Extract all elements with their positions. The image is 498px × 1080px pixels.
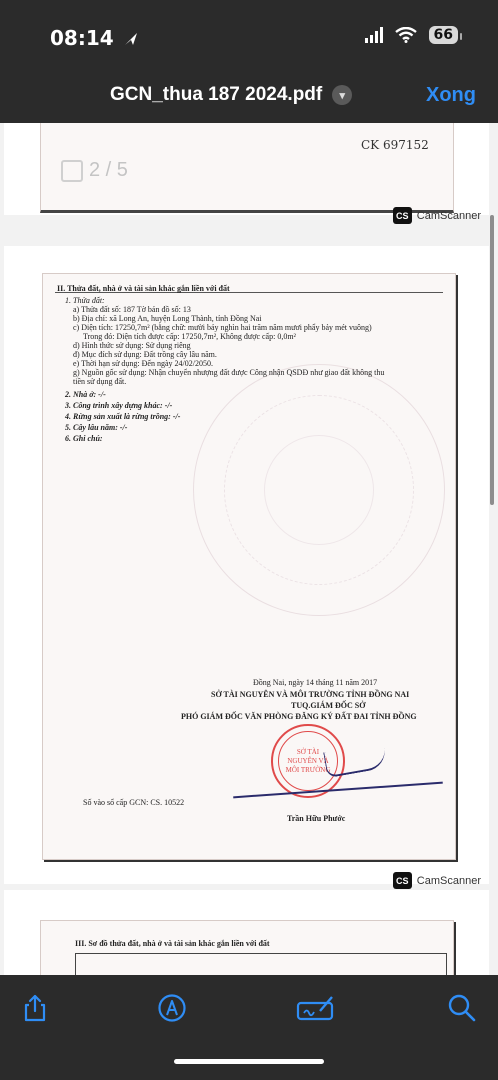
camscanner-logo-icon: CS [393,872,412,889]
done-button[interactable]: Xong [426,84,476,106]
certificate-line: Trong đó: Diện tích được cấp: 17250,7m², Không được cấp: 0,0m² [83,332,296,341]
document-title[interactable] [110,84,352,106]
markup-icon [157,993,187,1023]
org-position: PHÓ GIÁM ĐỐC VĂN PHÒNG ĐĂNG KÝ ĐẤT ĐAI TỈNH ĐỒNG [181,712,417,721]
search-icon [447,993,477,1023]
map-frame [75,953,447,975]
status-time-text: 08:14 [50,26,114,50]
certificate-line: II. Thửa đất, nhà ở và tài sản khác gắn liền với đất [57,284,230,293]
document-title-text: GCN_thua 187 2024.pdf [110,84,323,105]
signature-stroke [233,782,443,799]
status-icons [365,26,458,44]
certificate-line: c) Diện tích: 17250,7m² (bằng chữ: mười bảy nghìn hai trăm năm mươi phẩy bảy mét vuông) [73,323,372,332]
pdf-viewer[interactable] [0,123,498,975]
certificate-line: e) Thời hạn sử dụng: Đến ngày 24/02/2050. [73,359,213,368]
section-heading: III. Sơ đồ thửa đất, nhà ở và tài sản khác gắn liền với đất [75,939,270,948]
certificate-line: d) Hình thức sử dụng: Sử dụng riêng [73,341,191,350]
share-icon [20,993,50,1023]
certificate-line: b) Địa chỉ: xã Long An, huyện Long Thành, tỉnh Đồng Nai [73,314,262,323]
certificate-line: g) Nguồn gốc sử dụng: Nhận chuyển nhượng đất được Công nhận QSDĐ như giao đất không thu [73,368,385,377]
org-name: SỞ TÀI NGUYÊN VÀ MÔI TRƯỜNG TỈNH ĐỒNG NAI [211,690,410,699]
bottom-toolbar [0,975,498,1080]
camscanner-watermark: CS CamScanner [393,872,481,889]
certificate-line: a) Thửa đất số: 187 Tờ bản đồ số: 13 [73,305,191,314]
top-bar [0,0,498,123]
share-button[interactable] [20,993,50,1023]
page-box-icon [61,160,83,182]
chevron-down-icon[interactable]: ▾ [332,85,352,105]
scanned-certificate-page [42,273,456,860]
serial-number: CK 697152 [361,138,429,152]
certificate-line: 3. Công trình xây dựng khác: -/- [65,401,173,410]
org-delegation: TUQ.GIÁM ĐỐC SỞ [291,701,366,710]
scanned-page-image [40,123,454,213]
certificate-line: đ) Mục đích sử dụng: Đất trồng cây lâu năm. [73,350,217,359]
pdf-page-1 [4,123,489,222]
battery-indicator: 66 [429,26,458,44]
pdf-page-3 [4,890,489,975]
pdf-page-2 [4,246,489,887]
camscanner-watermark: CS CamScanner [393,207,481,224]
signature-button[interactable] [296,993,336,1023]
certificate-line: 2. Nhà ở: -/- [65,390,106,399]
status-time [50,26,139,50]
markup-button[interactable] [157,993,187,1023]
page-indicator: 2 / 5 [61,159,128,182]
certificate-line: tiền sử dụng đất. [73,377,127,386]
date-line: Đồng Nai, ngày 14 tháng 11 năm 2017 [253,678,378,687]
certificate-line: 4. Rừng sản xuất là rừng trồng: -/- [65,412,181,421]
scanned-page-image [40,920,454,975]
background-emblem [193,364,445,616]
location-arrow-icon [123,31,139,47]
signer-name: Trần Hữu Phước [287,814,346,823]
search-button[interactable] [447,993,477,1023]
certificate-number: Số vào sổ cấp GCN: CS. 10522 [83,798,185,807]
scrollbar[interactable] [490,215,494,505]
certificate-line: 1. Thửa đất: [65,296,105,305]
official-stamp: SỞ TÀI NGUYÊN VÀ MÔI TRƯỜNG [271,724,345,798]
cellular-signal-icon [365,27,383,43]
camscanner-logo-icon: CS [393,207,412,224]
home-indicator[interactable] [174,1059,324,1064]
certificate-line: 5. Cây lâu năm: -/- [65,423,128,432]
wifi-icon [395,27,417,43]
certificate-line: 6. Ghi chú: [65,434,103,443]
signature-icon [296,993,336,1023]
